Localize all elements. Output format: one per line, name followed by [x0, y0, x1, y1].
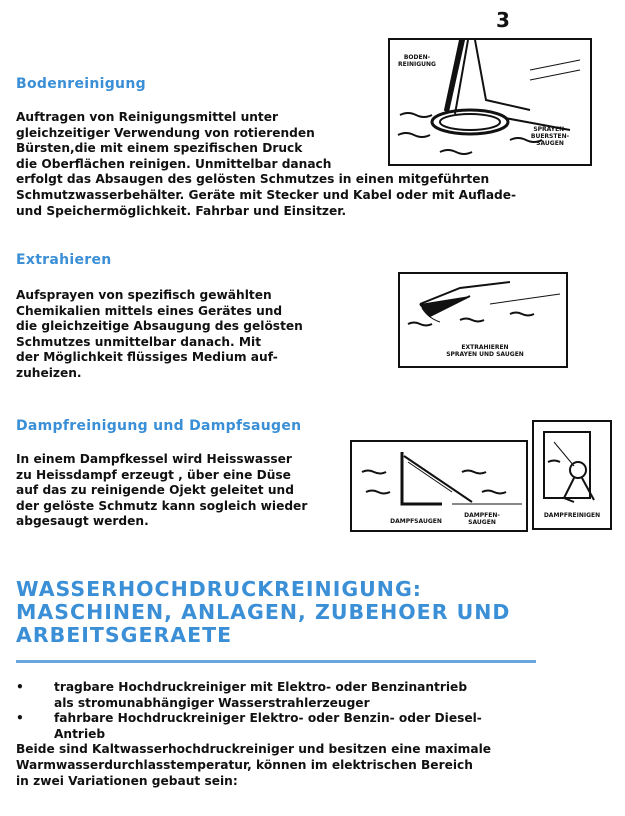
- text-line: auf das zu reinigende Ojekt geleitet und: [16, 483, 294, 498]
- figure-label: SPRAYEN-: [533, 126, 567, 133]
- main-heading: [16, 578, 510, 647]
- text-line: Antrieb: [54, 726, 106, 741]
- figure-label: SAUGEN: [468, 519, 496, 526]
- bullet-dot: •: [16, 680, 24, 694]
- text-line: die gleichzeitige Absaugung des gelösten: [16, 319, 303, 334]
- text-line: gleichzeitiger Verwendung von rotierenden: [16, 125, 315, 140]
- text-line: Bürsten,die mit einem spezifischen Druck: [16, 141, 303, 156]
- figure-label: SAUGEN: [536, 140, 564, 147]
- text-line: erfolgt das Absaugen des gelösten Schmutzes in einen mitgeführten: [16, 172, 490, 187]
- figure-label: DAMPFSAUGEN: [390, 518, 442, 525]
- text-line: zuheizen.: [16, 365, 82, 380]
- divider-rule: [16, 660, 536, 663]
- text-line: Schmutzes unmittelbar danach. Mit: [16, 334, 262, 349]
- figure-label: BUERSTEN-: [530, 133, 570, 140]
- main-heading-line: WASSERHOCHDRUCKREINIGUNG:: [16, 577, 422, 601]
- main-heading-line: ARBEITSGERAETE: [16, 623, 233, 647]
- text-line: als stromunabhängiger Wasserstrahlerzeuger: [54, 695, 370, 710]
- text-line: Aufsprayen von spezifisch gewählten: [16, 288, 272, 302]
- figure-label: EXTRAHIEREN: [461, 344, 509, 351]
- figure-steam-suction: [350, 440, 528, 532]
- figure-label: DAMPFREINIGEN: [543, 512, 601, 519]
- text-line: fahrbare Hochdruckreiniger Elektro- oder Benzin- oder Diesel-: [54, 711, 482, 726]
- figure-label: SPRAYEN UND SAUGEN: [446, 351, 524, 358]
- figure-label: REINIGUNG: [398, 61, 436, 68]
- text-line: die Oberflächen reinigen. Unmittelbar danach: [16, 156, 332, 171]
- text-line: Auftragen von Reinigungsmittel unter: [16, 110, 279, 124]
- text-line: Beide sind Kaltwasserhochdruckreiniger und besitzen eine maximale: [16, 742, 492, 757]
- text-line: der gelöste Schmutz kann sogleich wieder: [16, 498, 308, 513]
- figure-label: DAMPFEN-: [464, 512, 500, 519]
- text-line: abgesaugt werden.: [16, 514, 149, 529]
- text-line: und Speichermöglichkeit. Fahrbar und Einsitzer.: [16, 203, 347, 218]
- figure-floor-cleaning: [388, 38, 592, 166]
- closing-paragraph: [16, 742, 491, 789]
- text-line: der Möglichkeit flüssiges Medium auf-: [16, 350, 278, 365]
- text-line: Warmwasserdurchlasstemperatur, können im elektrischen Bereich: [16, 757, 473, 772]
- main-heading-line: MASCHINEN, ANLAGEN, ZUBEHOER UND: [16, 600, 511, 624]
- section-heading-bodenreinigung: Bodenreinigung: [16, 76, 146, 92]
- section-heading-extrahieren: Extrahieren: [16, 252, 112, 268]
- section-heading-dampfreinigung: Dampfreinigung und Dampfsaugen: [16, 418, 302, 434]
- text-line: in zwei Variationen gebaut sein:: [16, 773, 238, 788]
- section-text-extrahieren: [16, 288, 303, 382]
- figure-extraction: [398, 272, 568, 368]
- text-line: zu Heissdampf erzeugt , über eine Düse: [16, 467, 291, 482]
- section-text-dampfreinigung: [16, 452, 307, 530]
- text-line: Schmutzwasserbehälter. Geräte mit Stecker und Kabel oder mit Auflade-: [16, 187, 517, 202]
- figure-steam-cleaning: [532, 420, 612, 530]
- list-item: [16, 680, 491, 711]
- page-number: 3: [496, 8, 510, 32]
- text-line: In einem Dampfkessel wird Heisswasser: [16, 452, 292, 466]
- figure-label: BODEN-: [403, 54, 431, 61]
- list-item: [16, 711, 491, 742]
- bullet-list: [16, 680, 491, 789]
- text-line: Chemikalien mittels eines Gerätes und: [16, 303, 283, 318]
- text-line: tragbare Hochdruckreiniger mit Elektro- oder Benzinantrieb: [54, 680, 468, 694]
- bullet-dot: •: [16, 711, 24, 726]
